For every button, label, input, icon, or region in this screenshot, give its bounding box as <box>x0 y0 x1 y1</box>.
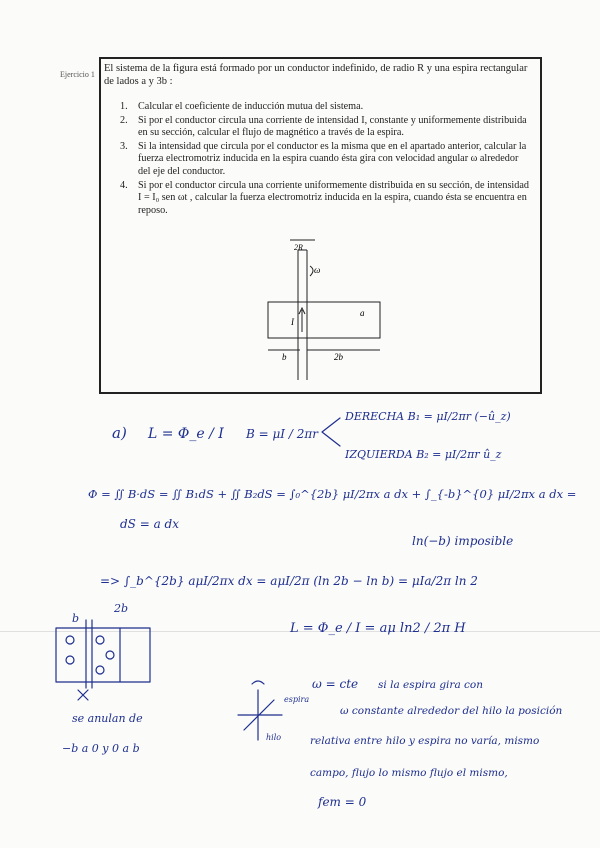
question-item: 4. Si por el conductor circula una corriente uniformemente distribuida en su sección, de intensidad I = I₀ sen ωt , calcular la fuerza electromotriz inducida en la espira, cuando ésta se encuentra en reposo. <box>120 179 529 216</box>
hw-para-2: ω constante alrededor del hilo la posición <box>340 705 563 717</box>
hw-cancel-1: se anulan de <box>72 712 143 725</box>
hw-izquierda: IZQUIERDA B₂ = μI/2πr û_z <box>345 448 502 461</box>
figure-label-I: I <box>291 317 294 327</box>
hw-cancel-2: −b a 0 y 0 a b <box>62 742 140 755</box>
hw-L-result: L = Φ_e / I = aμ ln2 / 2π H <box>290 621 466 636</box>
hw-para-4: campo, flujo lo mismo flujo el mismo, <box>310 767 508 779</box>
hw-ds-eq: dS = a dx <box>120 517 180 531</box>
hw-fem: fem = 0 <box>318 795 367 809</box>
hw-hilo: hilo <box>266 733 282 742</box>
hw-a-label: a) <box>112 424 127 442</box>
hw-axes-sketch <box>238 681 282 740</box>
problem-intro: El sistema de la figura está formado por un conductor indefinido, de radio R y una espira rectangular de lados a y 3b : <box>104 63 528 87</box>
question-item: 3. Si la intensidad que circula por el conductor es la misma que en el apartado anterior, calcular la fuerza electromotriz inducida en la espira cuando ésta gira con velocidad angular ω alrededor del eje del conductor. <box>120 140 527 177</box>
figure-label-b: b <box>282 352 287 362</box>
exercise-label: Ejercicio 1 <box>60 70 95 79</box>
hw-B-def: B = μI / 2πr <box>246 427 318 441</box>
hw-para-1: si la espira gira con <box>378 679 483 691</box>
figure-label-omega: ω <box>314 265 321 275</box>
hw-espira: espira <box>284 695 310 704</box>
hw-omega-cte: ω = cte <box>312 677 359 691</box>
figure-label-2b: 2b <box>334 352 343 362</box>
hw-derecha: DERECHA B₁ = μI/2πr (−û_z) <box>345 410 511 423</box>
hw-arrow-eq: => ∫_b^{2b} aμI/2πx dx = aμI/2π (ln 2b − ln b) = μIa/2π ln 2 <box>100 574 478 588</box>
question-item: 2. Si por el conductor circula una corriente de intensidad I, constante y uniformemente distribuida en su sección, calcular el flujo de magnético a través de la espira. <box>120 114 527 139</box>
hw-loop-sketch <box>56 620 150 700</box>
hw-ln-note: ln(−b) imposible <box>412 534 514 548</box>
question-item: 1. Calcular el coeficiente de inducción mutua del sistema. <box>120 101 364 112</box>
figure-label-a: a <box>360 308 365 318</box>
hw-para-3: relativa entre hilo y espira no varía, mismo <box>310 735 540 747</box>
hw-L-def: L = Φ_e / I <box>148 426 224 442</box>
figure-label-2R: 2R <box>294 243 303 252</box>
hw-sketch-2b: 2b <box>114 602 129 615</box>
hw-sketch-b: b <box>72 612 80 625</box>
hw-phi-eq: Φ = ∬ B·dS = ∬ B₁dS + ∬ B₂dS = ∫₀^{2b} μI/2πx a dx + ∫_{-b}^{0} μI/2πx a dx = <box>88 487 577 501</box>
